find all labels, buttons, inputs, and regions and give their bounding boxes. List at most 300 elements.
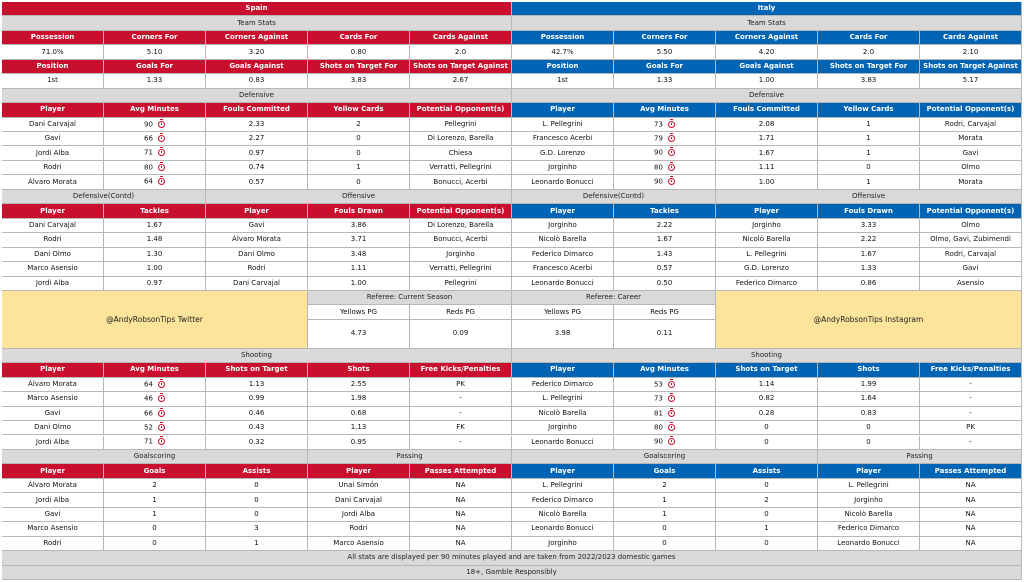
referee-career-value: 3.98 xyxy=(512,320,614,349)
spain-shooting-cell: 0.99 xyxy=(206,392,308,406)
minutes-value-wrap xyxy=(144,164,165,172)
referee-career-header: Reds PG xyxy=(614,305,716,319)
spain-passing-cell: NA xyxy=(410,522,512,536)
spain-stat-value: 2.0 xyxy=(410,45,512,59)
italy-offensive-cell: Asensio xyxy=(920,277,1022,291)
italy-stat-value: 1st xyxy=(512,74,614,88)
spain-defensive-cell: 2 xyxy=(308,118,410,132)
italy-contd-cell: 2.22 xyxy=(614,219,716,233)
italy-passing-cell: L. Pellegrini xyxy=(818,479,920,493)
minutes-value: 81 xyxy=(654,409,663,418)
italy-stat-header: Shots on Target For xyxy=(818,60,920,74)
italy-stat-header: Corners For xyxy=(614,31,716,45)
italy-defensive-cell: 1 xyxy=(818,132,920,146)
italy-shooting-cell: L. Pellegrini xyxy=(512,392,614,406)
spain-shooting-header: Avg Minutes xyxy=(104,363,206,377)
spain-defensive-header: Fouls Committed xyxy=(206,103,308,117)
spain-passing-header: Passes Attempted xyxy=(410,464,512,478)
italy-defensive-header: Potential Opponent(s) xyxy=(920,103,1022,117)
minutes-value: 53 xyxy=(654,380,663,389)
italy-defensive-cell: Jorginho xyxy=(512,161,614,175)
spain-passing-header: Player xyxy=(308,464,410,478)
spain-passing-cell: NA xyxy=(410,537,512,551)
spain-stat-value: 0.83 xyxy=(206,74,308,88)
minutes-value-wrap xyxy=(144,410,165,418)
italy-contd-cell: Leonardo Bonucci xyxy=(512,277,614,291)
spain-goalscoring-cell: 2 xyxy=(104,479,206,493)
italy-defensive-cell xyxy=(614,118,716,132)
italy-goalscoring-cell: Nicolò Barella xyxy=(512,508,614,522)
italy-shooting-header: Shots xyxy=(818,363,920,377)
spain-defensive-contd-title: Defensive(Contd) xyxy=(2,190,206,204)
italy-shooting-cell: 0.28 xyxy=(716,407,818,421)
italy-contd-cell: Jorginho xyxy=(512,219,614,233)
spain-passing-cell: Rodri xyxy=(308,522,410,536)
italy-defensive-cell xyxy=(614,132,716,146)
minutes-value: 90 xyxy=(654,148,663,157)
spain-stat-value: 2.67 xyxy=(410,74,512,88)
italy-passing-cell: Leonardo Bonucci xyxy=(818,537,920,551)
spain-offensive-cell: 1.11 xyxy=(308,262,410,276)
italy-offensive-header: Player xyxy=(716,204,818,218)
spain-goalscoring-cell: Álvaro Morata xyxy=(2,479,104,493)
spain-offensive-cell: Pellegrini xyxy=(410,277,512,291)
referee-career-header: Yellows PG xyxy=(512,305,614,319)
spain-passing-cell: NA xyxy=(410,479,512,493)
spain-stat-header: Possession xyxy=(2,31,104,45)
stopwatch-icon xyxy=(668,121,675,128)
italy-passing-cell: NA xyxy=(920,508,1022,522)
minutes-value-wrap xyxy=(654,438,675,446)
italy-defensive-cell xyxy=(614,161,716,175)
italy-offensive-cell: Gavi xyxy=(920,262,1022,276)
stopwatch-icon xyxy=(668,438,675,445)
stopwatch-icon xyxy=(158,135,165,142)
minutes-value-wrap xyxy=(144,178,165,186)
spain-contd-cell: 1.48 xyxy=(104,233,206,247)
italy-passing-cell: NA xyxy=(920,493,1022,507)
italy-shooting-title: Shooting xyxy=(512,349,1022,363)
minutes-value-wrap xyxy=(654,164,675,172)
spain-defensive-cell: Pellegrini xyxy=(410,118,512,132)
spain-goalscoring-cell: Rodri xyxy=(2,537,104,551)
stopwatch-icon xyxy=(668,164,675,171)
spain-stat-header: Corners Against xyxy=(206,31,308,45)
minutes-value: 71 xyxy=(144,148,153,157)
italy-shooting-cell: 0 xyxy=(818,421,920,435)
spain-offensive-header: Fouls Drawn xyxy=(308,204,410,218)
italy-defensive-cell: Morata xyxy=(920,175,1022,189)
italy-passing-header: Player xyxy=(818,464,920,478)
italy-team-stats-title: Team Stats xyxy=(512,16,1022,30)
spain-shooting-cell: 1.98 xyxy=(308,392,410,406)
italy-shooting-cell: 1.99 xyxy=(818,378,920,392)
italy-defensive-cell xyxy=(614,175,716,189)
minutes-value-wrap xyxy=(144,149,165,157)
italy-goalscoring-title: Goalscoring xyxy=(512,450,818,464)
italy-shooting-header: Player xyxy=(512,363,614,377)
spain-contd-cell: Dani Olmo xyxy=(2,248,104,262)
spain-team-title: Spain xyxy=(2,2,512,16)
spain-contd-header: Tackles xyxy=(104,204,206,218)
italy-shooting-cell: 0 xyxy=(716,436,818,450)
italy-shooting-cell: Nicolò Barella xyxy=(512,407,614,421)
stopwatch-icon xyxy=(158,164,165,171)
italy-contd-cell: Francesco Acerbi xyxy=(512,262,614,276)
italy-shooting-header: Shots on Target xyxy=(716,363,818,377)
italy-defensive-cell: Gavi xyxy=(920,147,1022,161)
italy-offensive-cell: Olmo, Gavi, Zubimendi xyxy=(920,233,1022,247)
italy-defensive-header: Avg Minutes xyxy=(614,103,716,117)
spain-goalscoring-header: Player xyxy=(2,464,104,478)
spain-goalscoring-cell: 1 xyxy=(104,508,206,522)
minutes-value-wrap xyxy=(144,121,165,129)
minutes-value-wrap xyxy=(654,135,675,143)
italy-stat-header: Shots on Target Against xyxy=(920,60,1022,74)
minutes-value: 73 xyxy=(654,394,663,403)
stopwatch-icon xyxy=(668,178,675,185)
italy-offensive-header: Potential Opponent(s) xyxy=(920,204,1022,218)
footer-gamble: 18+, Gamble Responsibly xyxy=(2,566,1022,580)
italy-defensive-cell: 2.08 xyxy=(716,118,818,132)
stopwatch-icon xyxy=(158,410,165,417)
minutes-value: 73 xyxy=(654,120,663,129)
spain-shooting-cell: 0.95 xyxy=(308,436,410,450)
italy-stat-value: 1.00 xyxy=(716,74,818,88)
italy-goalscoring-cell: 0 xyxy=(614,537,716,551)
referee-current-header: Yellows PG xyxy=(308,305,410,319)
spain-shooting-title: Shooting xyxy=(2,349,512,363)
minutes-value: 90 xyxy=(144,120,153,129)
spain-offensive-cell: Gavi xyxy=(206,219,308,233)
italy-stat-header: Possession xyxy=(512,31,614,45)
stopwatch-icon xyxy=(668,395,675,402)
spain-shooting-cell xyxy=(104,378,206,392)
spain-passing-cell: NA xyxy=(410,508,512,522)
italy-shooting-cell xyxy=(614,407,716,421)
minutes-value-wrap xyxy=(144,438,165,446)
spain-shooting-cell: 1.13 xyxy=(308,421,410,435)
italy-passing-cell: Jorginho xyxy=(818,493,920,507)
spain-defensive-header: Player xyxy=(2,103,104,117)
spain-shooting-cell: 0.43 xyxy=(206,421,308,435)
italy-defensive-cell: G.D. Lorenzo xyxy=(512,147,614,161)
italy-offensive-header: Fouls Drawn xyxy=(818,204,920,218)
italy-goalscoring-cell: 2 xyxy=(614,479,716,493)
minutes-value: 79 xyxy=(654,134,663,143)
italy-stat-value: 5.17 xyxy=(920,74,1022,88)
italy-shooting-cell: 1.64 xyxy=(818,392,920,406)
italy-contd-header: Player xyxy=(512,204,614,218)
spain-stat-value: 3.20 xyxy=(206,45,308,59)
spain-offensive-cell: Jorginho xyxy=(410,248,512,262)
spain-shooting-cell: Álvaro Morata xyxy=(2,378,104,392)
spain-offensive-header: Player xyxy=(206,204,308,218)
italy-offensive-cell: G.D. Lorenzo xyxy=(716,262,818,276)
spain-stat-header: Corners For xyxy=(104,31,206,45)
italy-shooting-header: Free Kicks/Penalties xyxy=(920,363,1022,377)
italy-shooting-cell: Federico Dimarco xyxy=(512,378,614,392)
spain-goalscoring-cell: Marco Asensio xyxy=(2,522,104,536)
spain-contd-cell: Dani Carvajal xyxy=(2,219,104,233)
stopwatch-icon xyxy=(158,438,165,445)
spain-shooting-cell: - xyxy=(410,392,512,406)
spain-shooting-cell: - xyxy=(410,436,512,450)
spain-stat-header: Goals For xyxy=(104,60,206,74)
spain-stat-value: 0.80 xyxy=(308,45,410,59)
spain-defensive-cell: Di Lorenzo, Barella xyxy=(410,132,512,146)
minutes-value: 90 xyxy=(654,437,663,446)
spain-stat-header: Shots on Target For xyxy=(308,60,410,74)
spain-shooting-header: Shots xyxy=(308,363,410,377)
italy-goalscoring-cell: 0 xyxy=(716,537,818,551)
spain-defensive-cell xyxy=(104,118,206,132)
referee-career-title: Referee: Career xyxy=(512,291,716,305)
spain-contd-header: Player xyxy=(2,204,104,218)
spain-shooting-cell: 0.68 xyxy=(308,407,410,421)
stopwatch-icon xyxy=(668,410,675,417)
spain-defensive-cell: Verratti, Pellegrini xyxy=(410,161,512,175)
italy-team-title: Italy xyxy=(512,2,1022,16)
spain-offensive-cell: Bonucci, Acerbi xyxy=(410,233,512,247)
minutes-value: 90 xyxy=(654,177,663,186)
italy-offensive-cell: 0.86 xyxy=(818,277,920,291)
minutes-value-wrap xyxy=(144,424,165,432)
italy-defensive-cell xyxy=(614,147,716,161)
stats-sheet xyxy=(2,2,1022,580)
italy-contd-cell: 1.67 xyxy=(614,233,716,247)
minutes-value-wrap xyxy=(144,135,165,143)
spain-passing-title: Passing xyxy=(308,450,512,464)
spain-shooting-cell: Dani Olmo xyxy=(2,421,104,435)
italy-shooting-cell xyxy=(614,392,716,406)
stopwatch-icon xyxy=(158,424,165,431)
spain-shooting-cell: 1.13 xyxy=(206,378,308,392)
stopwatch-icon xyxy=(158,121,165,128)
italy-stat-value: 42.7% xyxy=(512,45,614,59)
italy-defensive-cell: 1.00 xyxy=(716,175,818,189)
italy-contd-cell: Nicolò Barella xyxy=(512,233,614,247)
stopwatch-icon xyxy=(158,149,165,156)
spain-shooting-cell: PK xyxy=(410,378,512,392)
spain-offensive-cell: Verratti, Pellegrini xyxy=(410,262,512,276)
spain-stat-value: 3.83 xyxy=(308,74,410,88)
spain-stat-value: 5.10 xyxy=(104,45,206,59)
italy-stat-value: 4.20 xyxy=(716,45,818,59)
spain-shooting-cell xyxy=(104,436,206,450)
italy-defensive-header: Fouls Committed xyxy=(716,103,818,117)
italy-defensive-cell: Francesco Acerbi xyxy=(512,132,614,146)
italy-shooting-cell: - xyxy=(920,378,1022,392)
spain-goalscoring-cell: Jordi Alba xyxy=(2,493,104,507)
stopwatch-icon xyxy=(668,424,675,431)
spain-offensive-title: Offensive xyxy=(206,190,512,204)
spain-team-stats-title: Team Stats xyxy=(2,16,512,30)
italy-defensive-cell: 0 xyxy=(818,161,920,175)
spain-shooting-cell xyxy=(104,421,206,435)
italy-offensive-cell: 1.33 xyxy=(818,262,920,276)
italy-shooting-cell: - xyxy=(920,436,1022,450)
spain-shooting-cell: FK xyxy=(410,421,512,435)
spain-passing-cell: Dani Carvajal xyxy=(308,493,410,507)
italy-offensive-cell: Jorginho xyxy=(716,219,818,233)
italy-defensive-cell: 1.11 xyxy=(716,161,818,175)
minutes-value: 66 xyxy=(144,134,153,143)
italy-offensive-cell: 2.22 xyxy=(818,233,920,247)
italy-shooting-cell: 0.83 xyxy=(818,407,920,421)
italy-contd-cell: 0.50 xyxy=(614,277,716,291)
spain-stat-value: 1st xyxy=(2,74,104,88)
italy-shooting-cell xyxy=(614,421,716,435)
spain-defensive-cell xyxy=(104,175,206,189)
spain-contd-cell: 1.30 xyxy=(104,248,206,262)
spain-offensive-cell: 3.86 xyxy=(308,219,410,233)
spain-offensive-cell: 3.48 xyxy=(308,248,410,262)
minutes-value-wrap xyxy=(654,395,675,403)
spain-goalscoring-cell: 1 xyxy=(104,493,206,507)
italy-stat-header: Goals Against xyxy=(716,60,818,74)
spain-stat-header: Cards For xyxy=(308,31,410,45)
spain-passing-cell: NA xyxy=(410,493,512,507)
italy-shooting-cell: - xyxy=(920,392,1022,406)
spain-passing-cell: Unai Simón xyxy=(308,479,410,493)
italy-stat-value: 2.10 xyxy=(920,45,1022,59)
italy-goalscoring-cell: 1 xyxy=(614,508,716,522)
minutes-value: 66 xyxy=(144,409,153,418)
spain-stat-header: Shots on Target Against xyxy=(410,60,512,74)
italy-defensive-cell: Leonardo Bonucci xyxy=(512,175,614,189)
spain-stat-value: 71.0% xyxy=(2,45,104,59)
minutes-value-wrap xyxy=(144,395,165,403)
italy-goalscoring-cell: Jorginho xyxy=(512,537,614,551)
referee-current-title: Referee: Current Season xyxy=(308,291,512,305)
italy-defensive-header: Yellow Cards xyxy=(818,103,920,117)
spain-passing-cell: Marco Asensio xyxy=(308,537,410,551)
italy-defensive-cell: Morata xyxy=(920,132,1022,146)
spain-shooting-cell xyxy=(104,392,206,406)
minutes-value: 64 xyxy=(144,177,153,186)
spain-shooting-cell: Gavi xyxy=(2,407,104,421)
minutes-value-wrap xyxy=(654,121,675,129)
spain-contd-cell: 1.67 xyxy=(104,219,206,233)
italy-defensive-cell: Rodri, Carvajal xyxy=(920,118,1022,132)
italy-passing-cell: NA xyxy=(920,522,1022,536)
italy-goalscoring-cell: Federico Dimarco xyxy=(512,493,614,507)
italy-defensive-cell: 1 xyxy=(818,175,920,189)
italy-defensive-cell: 1 xyxy=(818,147,920,161)
italy-goalscoring-cell: L. Pellegrini xyxy=(512,479,614,493)
italy-shooting-cell: PK xyxy=(920,421,1022,435)
spain-defensive-header: Avg Minutes xyxy=(104,103,206,117)
spain-offensive-cell: Rodri xyxy=(206,262,308,276)
spain-defensive-header: Yellow Cards xyxy=(308,103,410,117)
spain-defensive-cell: Álvaro Morata xyxy=(2,175,104,189)
spain-defensive-cell: Dani Carvajal xyxy=(2,118,104,132)
italy-stat-value: 5.50 xyxy=(614,45,716,59)
spain-goalscoring-header: Assists xyxy=(206,464,308,478)
spain-goalscoring-cell: 0 xyxy=(104,537,206,551)
spain-defensive-cell: 0.74 xyxy=(206,161,308,175)
italy-defensive-cell: L. Pellegrini xyxy=(512,118,614,132)
italy-offensive-cell: Olmo xyxy=(920,219,1022,233)
spain-passing-cell: Jordi Alba xyxy=(308,508,410,522)
spain-offensive-cell: 3.71 xyxy=(308,233,410,247)
italy-defensive-title: Defensive xyxy=(512,89,1022,103)
italy-defensive-cell: 1.71 xyxy=(716,132,818,146)
minutes-value: 80 xyxy=(144,163,153,172)
minutes-value: 80 xyxy=(654,423,663,432)
instagram-promo[interactable]: @AndyRobsonTips Instagram xyxy=(716,291,1022,349)
italy-goalscoring-cell: 1 xyxy=(614,493,716,507)
italy-offensive-cell: 3.33 xyxy=(818,219,920,233)
spain-goalscoring-title: Goalscoring xyxy=(2,450,308,464)
spain-shooting-cell xyxy=(104,407,206,421)
spain-offensive-cell: 1.00 xyxy=(308,277,410,291)
spain-defensive-cell: 0.57 xyxy=(206,175,308,189)
italy-stat-header: Corners Against xyxy=(716,31,818,45)
minutes-value: 71 xyxy=(144,437,153,446)
spain-goalscoring-cell: 3 xyxy=(206,522,308,536)
spain-shooting-cell: 0.46 xyxy=(206,407,308,421)
italy-goalscoring-header: Player xyxy=(512,464,614,478)
spain-defensive-cell: 1 xyxy=(308,161,410,175)
spain-stat-header: Cards Against xyxy=(410,31,512,45)
italy-goalscoring-cell: 0 xyxy=(614,522,716,536)
italy-stat-value: 1.33 xyxy=(614,74,716,88)
spain-defensive-cell xyxy=(104,147,206,161)
italy-contd-header: Tackles xyxy=(614,204,716,218)
stopwatch-icon xyxy=(668,381,675,388)
italy-passing-cell: NA xyxy=(920,537,1022,551)
minutes-value-wrap xyxy=(654,410,675,418)
italy-goalscoring-header: Assists xyxy=(716,464,818,478)
italy-passing-header: Passes Attempted xyxy=(920,464,1022,478)
minutes-value-wrap xyxy=(654,381,675,389)
minutes-value-wrap xyxy=(654,149,675,157)
spain-offensive-cell: Di Lorenzo, Barella xyxy=(410,219,512,233)
italy-defensive-cell: Olmo xyxy=(920,161,1022,175)
spain-offensive-cell: Álvaro Morata xyxy=(206,233,308,247)
italy-offensive-cell: Nicolò Barella xyxy=(716,233,818,247)
minutes-value-wrap xyxy=(654,178,675,186)
spain-defensive-cell: 0 xyxy=(308,132,410,146)
spain-contd-cell: Marco Asensio xyxy=(2,262,104,276)
italy-shooting-cell xyxy=(614,378,716,392)
italy-passing-cell: Nicolò Barella xyxy=(818,508,920,522)
spain-defensive-cell: 2.27 xyxy=(206,132,308,146)
spain-defensive-cell: 0 xyxy=(308,147,410,161)
spain-goalscoring-cell: 0 xyxy=(104,522,206,536)
spain-contd-cell: Rodri xyxy=(2,233,104,247)
spain-shooting-cell: Jordi Alba xyxy=(2,436,104,450)
spain-defensive-cell: Chiesa xyxy=(410,147,512,161)
italy-shooting-header: Avg Minutes xyxy=(614,363,716,377)
italy-passing-cell: Federico Dimarco xyxy=(818,522,920,536)
minutes-value-wrap xyxy=(654,424,675,432)
stopwatch-icon xyxy=(158,395,165,402)
italy-goalscoring-cell: 0 xyxy=(716,479,818,493)
spain-defensive-cell: 2.33 xyxy=(206,118,308,132)
spain-stat-header: Goals Against xyxy=(206,60,308,74)
twitter-promo[interactable]: @AndyRobsonTips Twitter xyxy=(2,291,308,349)
spain-defensive-cell: Gavi xyxy=(2,132,104,146)
italy-shooting-cell: Jorginho xyxy=(512,421,614,435)
stopwatch-icon xyxy=(668,149,675,156)
italy-shooting-cell xyxy=(614,436,716,450)
spain-goalscoring-cell: 1 xyxy=(206,537,308,551)
italy-defensive-contd-title: Defensive(Contd) xyxy=(512,190,716,204)
italy-stat-value: 2.0 xyxy=(818,45,920,59)
